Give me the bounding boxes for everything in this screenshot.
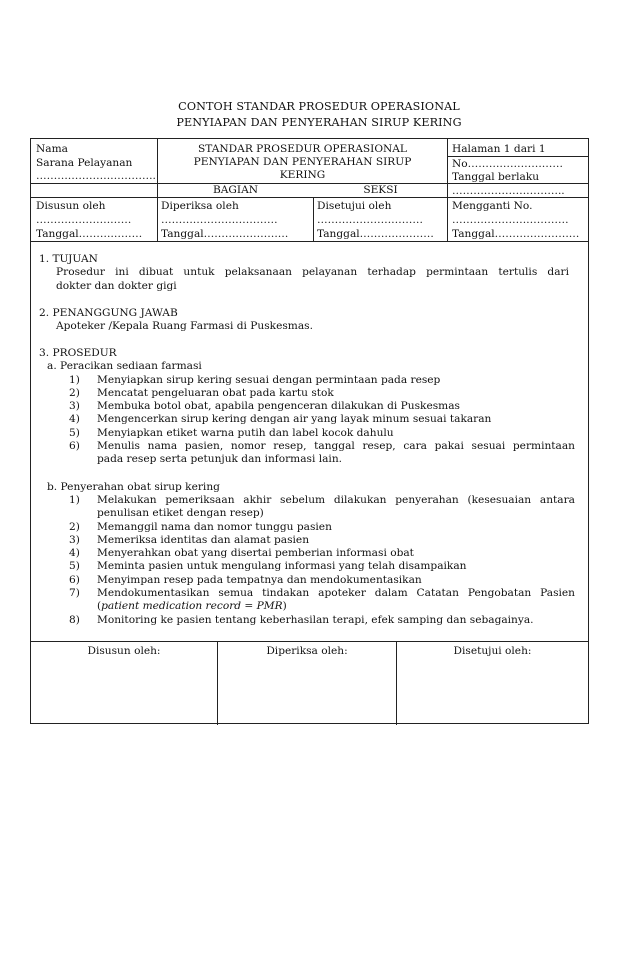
tanggal-berlaku-value: ………………………….. <box>452 185 565 197</box>
col-divider <box>447 139 448 241</box>
title-line-2: PENYIAPAN DAN PENYERAHAN SIRUP KERING <box>176 116 462 129</box>
disetujui-label: Disetujui oleh <box>317 200 392 212</box>
sop-form <box>30 138 589 724</box>
sop-title-1: STANDAR PROSEDUR OPERASIONAL <box>198 143 407 155</box>
subsection-b-list <box>39 494 584 627</box>
nama-label: Nama <box>36 143 68 155</box>
tujuan-text-1: Prosedur ini dibuat untuk pelaksanaan pelayanan terhadap permintaan tertulis dari <box>56 266 569 279</box>
disusun-label: Disusun oleh <box>36 200 106 212</box>
row-divider <box>31 641 588 642</box>
list-item: 4) Mengencerkan sirup kering dengan air yang layak minum sesuai takaran <box>69 413 492 426</box>
prosedur-heading: 3. PROSEDUR <box>39 347 117 359</box>
title-line-1: CONTOH STANDAR PROSEDUR OPERASIONAL <box>178 100 460 113</box>
tanggal-berlaku-label: Tanggal berlaku <box>452 171 540 183</box>
section-prosedur <box>39 347 584 627</box>
bagian-label: BAGIAN <box>212 184 258 196</box>
list-item: 5) Meminta pasien untuk mengulang informasi yang telah disampaikan <box>69 560 467 573</box>
sop-title-3: KERING <box>279 169 326 181</box>
sop-title-2: PENYIAPAN DAN PENYERAHAN SIRUP <box>193 156 412 168</box>
row-divider <box>447 156 588 157</box>
list-item: 6) Menulis nama pasien, nomor resep, tanggal resep, cara pakai sesuai permintaan pada resep serta petunjuk dan informasi lain. <box>69 440 575 466</box>
footer-diperiksa: Diperiksa oleh: <box>266 645 348 657</box>
diperiksa-value: …………………………… <box>161 214 278 226</box>
list-item: 4) Menyerahkan obat yang disertai pemberian informasi obat <box>69 547 414 560</box>
disusun-date: Tanggal……………… <box>36 228 143 240</box>
pj-text: Apoteker /Kepala Ruang Farmasi di Puskesmas. <box>56 320 313 333</box>
mengganti-label: Mengganti No. <box>452 200 533 212</box>
footer-disetujui: Disetujui oleh: <box>453 645 532 657</box>
tujuan-text-2: dokter dan dokter gigi <box>56 279 177 292</box>
list-item: 8) Monitoring ke pasien tentang keberhasilan terapi, efek samping dan sebagainya. <box>69 613 534 626</box>
sarana-label: Sarana Pelayanan <box>36 157 133 169</box>
pj-heading: 2. PENANGGUNG JAWAB <box>39 307 178 319</box>
section-tujuan <box>39 253 579 293</box>
row-divider <box>31 241 588 242</box>
section-penanggung-jawab <box>39 307 579 334</box>
list-item: 2) Mencatat pengeluaran obat pada kartu stok <box>69 386 334 399</box>
seksi-label: SEKSI <box>363 184 398 196</box>
list-item: 7) Mendokumentasikan semua tindakan apoteker dalam Catatan Pengobatan Pasien (patient medication record = PMR) <box>69 587 575 613</box>
list-item: 1) Melakukan pemeriksaan akhir sebelum dilakukan penyerahan (kesesuaian antara penulisan etiket dengan resep) <box>69 493 575 520</box>
list-item: 1) Menyiapkan sirup kering sesuai dengan permintaan pada resep <box>69 373 441 386</box>
diperiksa-label: Diperiksa oleh <box>161 200 239 212</box>
mengganti-value: …………………………… <box>452 214 569 226</box>
halaman-label: Halaman 1 dari 1 <box>452 143 546 155</box>
tujuan-heading: 1. TUJUAN <box>39 253 98 265</box>
disusun-value: ……………………… <box>36 214 132 226</box>
disetujui-date: Tanggal………………… <box>317 228 434 240</box>
list-item: 3) Memeriksa identitas dan alamat pasien <box>69 533 310 546</box>
footer-disusun: Disusun oleh: <box>87 645 161 657</box>
list-item: 2) Memanggil nama dan nomor tunggu pasien <box>69 520 332 533</box>
no-field: No……………………… <box>452 158 563 170</box>
diperiksa-date: Tanggal…………………… <box>161 228 289 240</box>
pmr-italic: patient medication record = PMR <box>101 600 283 613</box>
subsection-a-list <box>39 374 584 467</box>
list-item: 3) Membuka botol obat, apabila pengenceran dilakukan di Puskesmas <box>69 400 460 413</box>
document-title <box>0 99 638 131</box>
list-item: 6) Menyimpan resep pada tempatnya dan mendokumentasikan <box>69 573 422 586</box>
sarana-value: ……………………………. <box>36 170 156 182</box>
col-divider <box>313 197 314 241</box>
disetujui-value: ………………………… <box>317 214 423 226</box>
subsection-a-heading: a. Peracikan sediaan farmasi <box>47 360 202 373</box>
subsection-b-heading: b. Penyerahan obat sirup kering <box>47 480 220 493</box>
list-item: 5) Menyiapkan etiket warna putih dan label kocok dahulu <box>69 426 394 439</box>
mengganti-date: Tanggal…………………… <box>452 228 580 240</box>
